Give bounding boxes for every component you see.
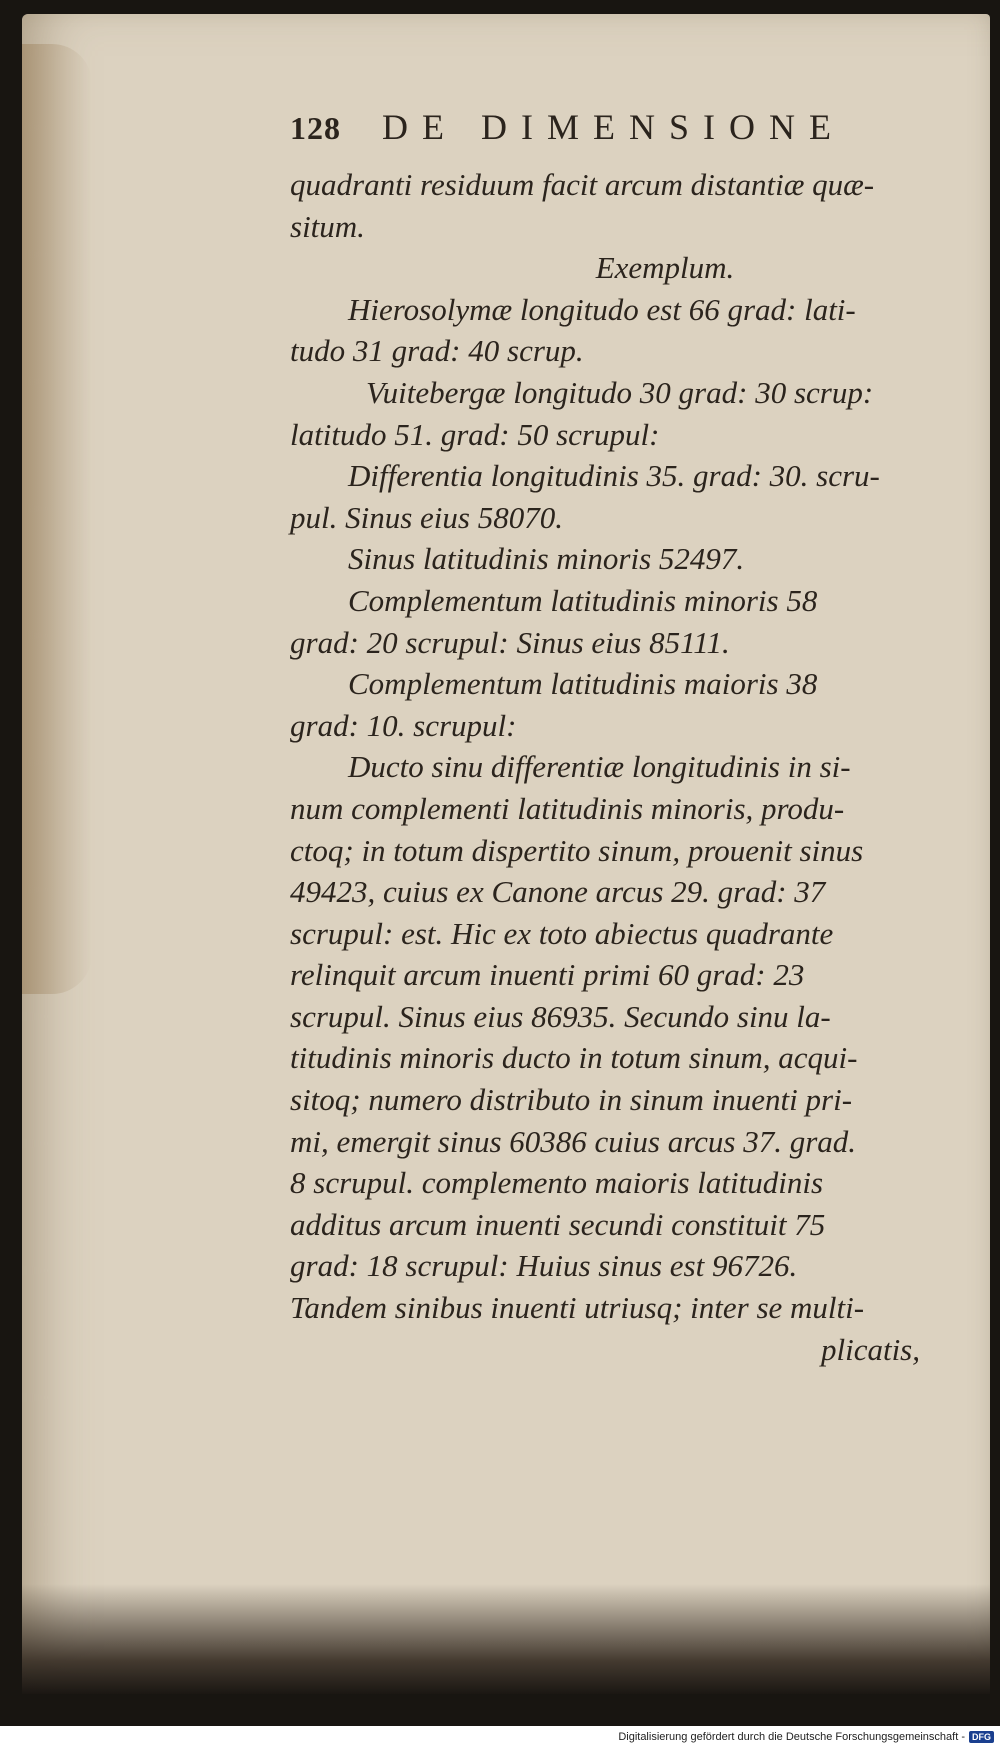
text-line: sitoq; numero distributo in sinum inuenti pri-	[290, 1082, 853, 1118]
text-line: Complementum latitudinis minoris 58	[348, 582, 818, 618]
text-line: num complementi latitudinis minoris, produ-	[290, 790, 845, 826]
section-heading: Exemplum.	[595, 250, 735, 286]
text-line: grad: 20 scrupul: Sinus eius 85111.	[290, 624, 730, 660]
text-line: scrupul: est. Hic ex toto abiectus quadrante	[290, 915, 834, 951]
page-number: 128	[290, 110, 341, 146]
text-line: mi, emergit sinus 60386 cuius arcus 37. grad.	[290, 1123, 857, 1159]
text-line: additus arcum inuenti secundi constituit 75	[290, 1206, 826, 1242]
text-line: latitudo 51. grad: 50 scrupul:	[290, 416, 660, 452]
text-line: Complementum latitudinis maioris 38	[348, 666, 818, 702]
digitization-credit-bar	[0, 1726, 1000, 1748]
text-line: Differentia longitudinis 35. grad: 30. scru-	[348, 458, 880, 494]
text-line: Tandem sinibus inuenti utriusq; inter se multi-	[290, 1290, 865, 1326]
text-line: Vuitebergæ longitudo 30 grad: 30 scrup:	[366, 374, 874, 410]
text-line: grad: 10. scrupul:	[290, 707, 517, 743]
text-line: Ducto sinu differentiæ longitudinis in si-	[348, 749, 851, 785]
text-line: Hierosolymæ longitudo est 66 grad: lati-	[348, 291, 856, 327]
text-line: situm.	[290, 208, 365, 244]
text-line: tudo 31 grad: 40 scrup.	[290, 333, 584, 369]
text-line: relinquit arcum inuenti primi 60 grad: 23	[290, 957, 805, 993]
running-title: DE DIMENSIONE	[382, 107, 845, 147]
text-line: ctoq; in totum dispertito sinum, prouenit sinus	[290, 832, 864, 868]
text-line: 8 scrupul. complemento maioris latitudinis	[290, 1165, 824, 1201]
text-line: titudinis minoris ducto in totum sinum, acqui-	[290, 1040, 858, 1076]
page-bottom-edge	[22, 1584, 990, 1694]
text-line: quadranti residuum facit arcum distantiæ quæ-	[290, 167, 875, 202]
text-line: 49423, cuius ex Canone arcus 29. grad: 37	[290, 874, 826, 910]
text-line: pul. Sinus eius 58070.	[290, 499, 563, 535]
dfg-logo: DFG	[969, 1731, 994, 1743]
text-line: grad: 18 scrupul: Huius sinus est 96726.	[290, 1248, 798, 1284]
text-block	[290, 106, 970, 1370]
book-page	[22, 14, 990, 1694]
running-header	[290, 106, 970, 164]
page-stain	[22, 44, 92, 994]
catchword: plicatis,	[820, 1331, 920, 1367]
text-line: scrupul. Sinus eius 86935. Secundo sinu la-	[290, 998, 831, 1034]
digitization-credit: Digitalisierung gefördert durch die Deutsche Forschungsgemeinschaft -	[618, 1731, 965, 1743]
text-line: Sinus latitudinis minoris 52497.	[348, 541, 745, 577]
